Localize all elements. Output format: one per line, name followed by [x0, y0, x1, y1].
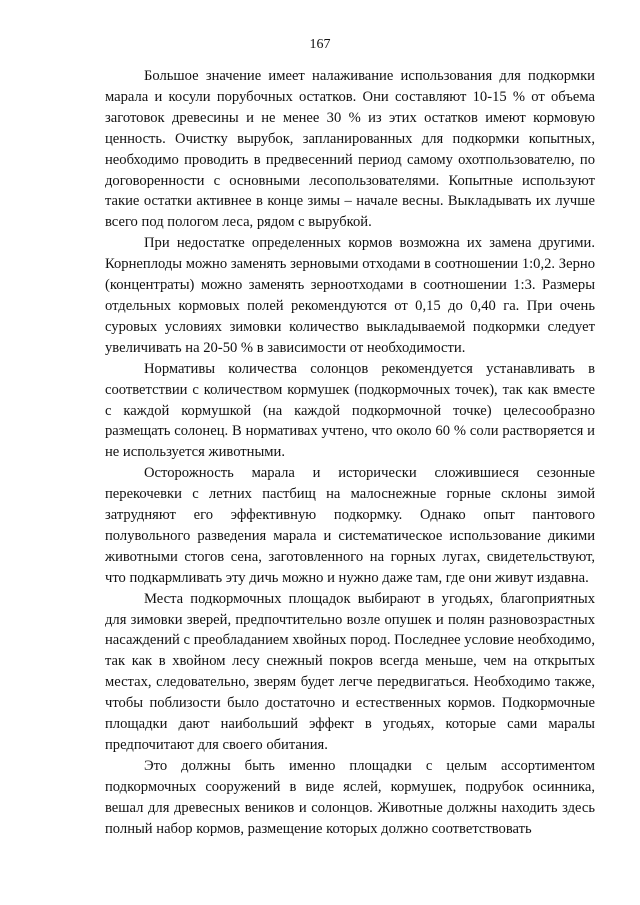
paragraph-feeding-structures: Это должны быть именно площадки с целым ассортиментом подкормочных сооружений в виде яслей, кормушек, подрубок осинника, вешал для древесных веников и солонцов. Животные должны находить здесь полный набор кормов, размещение которых должно соответствовать: [105, 757, 595, 837]
page-body: [105, 66, 595, 840]
paragraph-feed-substitution: При недостатке определенных кормов возможна их замена другими. Корнеплоды можно заменять зерновыми отходами в соотношении 1:0,2. Зерно (концентраты) можно заменять зерноотходами в соотношении 1:3. Размеры отдельных кормовых полей рекомендуются от 0,15 до 0,40 га. При очень суровых условиях зимовки количество выкладываемой подкормки следует увеличивать на 20-50 % в зависимости от необходимости.: [105, 235, 595, 356]
paragraph-salt-licks: Нормативы количества солонцов рекомендуется устанавливать в соответствии с количеством кормушек (подкормочных точек), так как вместе с каждой кормушкой (на каждой подкормочной точке) целесообразно размещать солонец. В нормативах учтено, что около 60 % соли растворяется и не используется животными.: [105, 360, 595, 461]
paragraph-logging-residues: Большое значение имеет налаживание использования для подкормки марала и косули порубочных остатков. Они составляют 10-15 % от объема заготовок древесины и не менее 30 % из этих остатков имеют кормовую ценность. Очистку вырубок, запланированных для подкормки копытных, необходимо проводить в предвесенний период самому охотпользователю, по договоренности с основными лесопользователями. Копытные используют такие остатки активнее в конце зимы – начале весны. Выкладывать их лучше всего под пологом леса, рядом с вырубкой.: [105, 68, 595, 231]
page-number: 167: [309, 37, 331, 52]
paragraph-maral-caution: Осторожность марала и исторически сложившиеся сезонные перекочевки с летних пастбищ на малоснежные горные склоны зимой затрудняют его эффективную подкормку. Однако опыт пантового полувольного разведения марала и систематическое использование дикими животными стогов сена, заготовленного на горных лугах, свидетельствуют, что подкармливать эту дичь можно и нужно даже там, где они живут издавна.: [105, 465, 595, 586]
paragraph-feeding-sites: Места подкормочных площадок выбирают в угодьях, благоприятных для зимовки зверей, предпочтительно возле опушек и полян разновозрастных насаждений с преобладанием хвойных пород. Последнее условие необходимо, так как в хвойном лесу снежный покров всегда меньше, чем на открытых местах, следовательно, зверям будет легче передвигаться. Необходимо также, чтобы поблизости было достаточно и естественных кормов. Подкормочные площадки дают наибольший эффект в угодьях, которые сами маралы предпочитают для своего обитания.: [105, 590, 595, 753]
